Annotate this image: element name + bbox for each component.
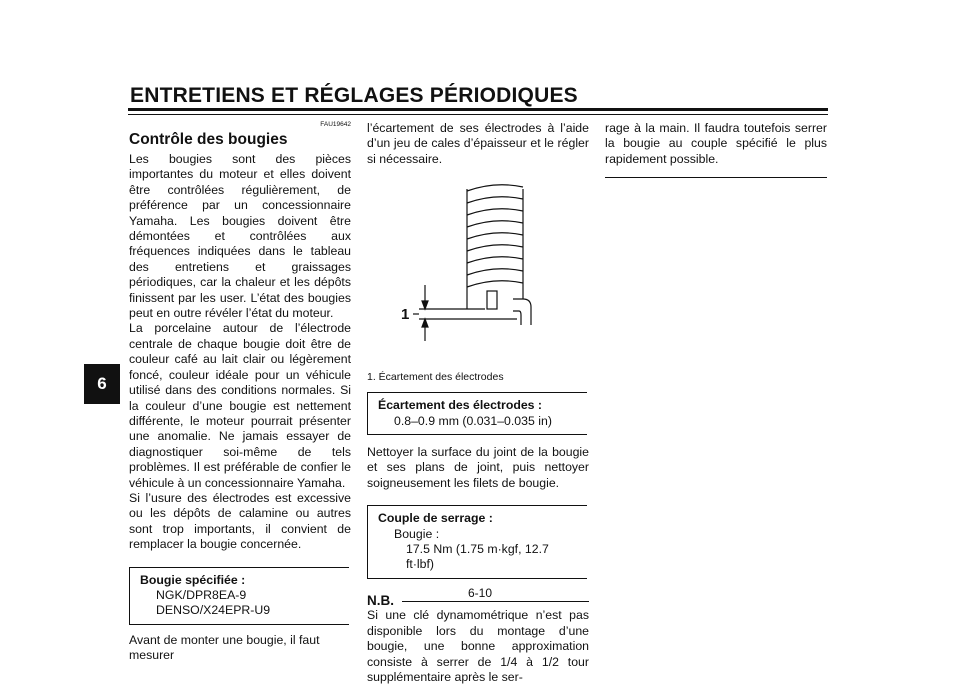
page-number: 6-10 bbox=[467, 586, 493, 600]
column-3 bbox=[605, 121, 827, 178]
paragraph: Nettoyer la surface du joint de la bougie et ses plans de joint, puis nettoyer soigneusement les filets de bougie. bbox=[367, 445, 589, 490]
figure-caption: 1. Écartement des électrodes bbox=[367, 371, 504, 384]
nb-end-rule bbox=[605, 177, 827, 178]
spec-value: Bougie : bbox=[394, 526, 440, 541]
spec-value: 17.5 Nm (1.75 m·kgf, 12.7 ft·lbf) bbox=[406, 542, 549, 572]
spec-value: DENSO/X24EPR-U9 bbox=[156, 603, 271, 618]
chapter-tab: 6 bbox=[84, 364, 120, 404]
electrode-gap-box bbox=[367, 392, 587, 435]
header-rule-thin bbox=[128, 114, 828, 115]
paragraph: Si l’usure des électrodes est excessive ou les dépôts de calamine ou autres sont trop importants, il convient de remplacer la bougie concernée. bbox=[129, 490, 351, 552]
spec-box-title: Bougie spécifiée : bbox=[140, 572, 246, 587]
spec-value: NGK/DPR8EA-9 bbox=[156, 587, 247, 602]
paragraph: La porcelaine autour de l’électrode centrale de chaque bougie doit être de couleur café au lait clair ou légèrement foncé, couleur idéale pour un véhicule utilisé dans des conditions normales. Si la couleur d’une bougie est nettement différente, le moteur pourrait présenter une anomalie. Ne jamais essayer de diagnostiquer soi-même de tels problèmes. Il est préférable de confier le véhicule à un concessionnaire Yamaha. bbox=[129, 321, 351, 490]
section-title: Contrôle des bougies bbox=[129, 131, 288, 148]
nb-rule bbox=[402, 601, 589, 602]
spec-box-title: Couple de serrage : bbox=[378, 511, 493, 526]
page-title: ENTRETIENS ET RÉGLAGES PÉRIODIQUES bbox=[130, 84, 578, 107]
paragraph: Les bougies sont des pièces importantes du moteur et elles doivent être contrôlées régulièrement, de préférence par un concessionnaire Yamaha. Les bougies doivent être démontées et contrôlées aux fréquences indiquées dans le tableau des entretiens et graissages périodiques, car la chaleur et les dépôts finissent par les user. L’état des bougies peut en outre révéler l’état du moteur. bbox=[129, 152, 351, 321]
column-1 bbox=[129, 121, 351, 664]
spark-plug-illustration bbox=[367, 173, 589, 324]
spec-value: 0.8–0.9 mm (0.031–0.035 in) bbox=[394, 413, 552, 428]
electrode-gap-figure bbox=[367, 173, 589, 324]
section-code: FAU19642 bbox=[320, 121, 351, 128]
paragraph: Avant de monter une bougie, il faut mesurer bbox=[129, 632, 320, 663]
spec-box-title: Écartement des électrodes : bbox=[378, 398, 543, 413]
nb-paragraph: Si une clé dynamométrique n’est pas disponible lors du montage d’une bougie, une bonne approximation consiste à serrer de 1/4 à 1/2 tour supplémentaire après le ser- bbox=[367, 608, 589, 684]
nb-label: N.B. bbox=[367, 592, 394, 608]
torque-box bbox=[367, 505, 587, 579]
paragraph: l’écartement de ses électrodes à l’aide d’un jeu de cales d’épaisseur et le régler si nécessaire. bbox=[367, 121, 589, 166]
column-2 bbox=[367, 121, 589, 685]
paragraph: rage à la main. Il faudra toutefois serrer la bougie au couple spécifié le plus rapidement possible. bbox=[605, 121, 827, 166]
figure-label: 1 bbox=[401, 306, 410, 324]
spark-plug-spec-box bbox=[129, 567, 349, 625]
header-rule bbox=[128, 108, 828, 111]
